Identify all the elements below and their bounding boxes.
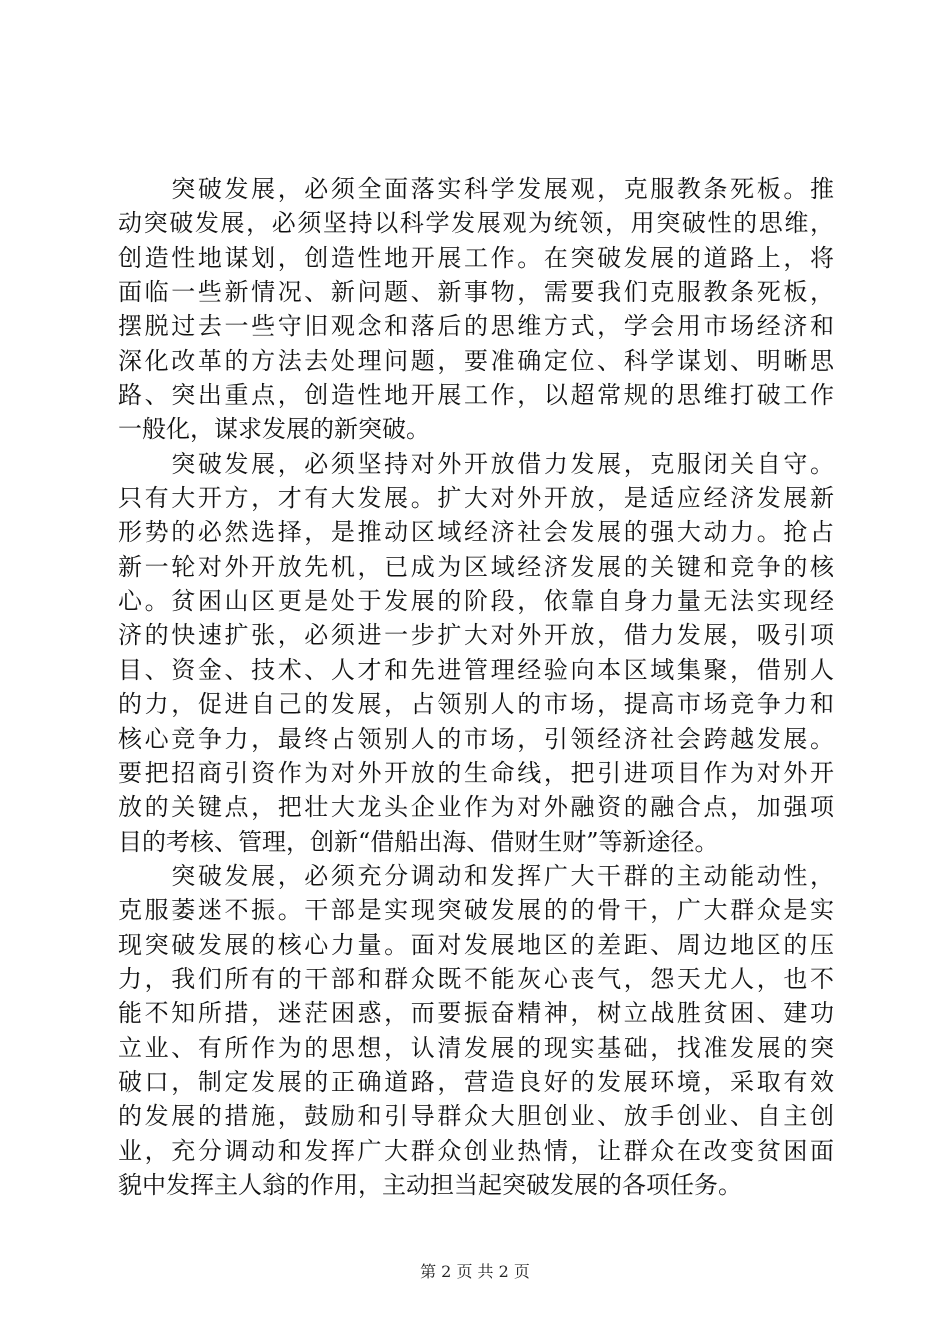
text-line: 的发展的措施，鼓励和引导群众大胆创业、放手创业、自主创 [118,1102,834,1131]
text-line: 面临一些新情况、新问题、新事物，需要我们克服教条死板， [118,278,834,307]
text-line: 济的快速扩张，必须进一步扩大对外开放，借力发展，吸引项 [118,621,834,650]
paragraph [118,859,834,1202]
text-line: 新一轮对外开放先机，已成为区域经济发展的关键和竞争的核 [118,552,834,581]
text-line: 力，我们所有的干部和群众既不能灰心丧气，怨天尤人，也不 [118,964,834,993]
text-line: 突破发展，必须全面落实科学发展观，克服教条死板。推 [118,175,834,203]
text-line: 目、资金、技术、人才和先进管理经验向本区域集聚，借别人 [118,655,834,684]
text-line: 核心竞争力，最终占领别人的市场，引领经济社会跨越发展。 [118,724,834,753]
text-line: 摆脱过去一些守旧观念和落后的思维方式，学会用市场经济和 [118,312,834,341]
page-footer: 第 2 页 共 2 页 [420,1262,530,1281]
text-line: 突破发展，必须充分调动和发挥广大干群的主动能动性， [118,861,834,890]
text-line: 路、突出重点，创造性地开展工作，以超常规的思维打破工作 [118,381,834,410]
text-line: 目的考核、管理，创新“借船出海、借财生财”等新途径。 [118,827,719,856]
text-line: 业，充分调动和发挥广大群众创业热情，让群众在改变贫困面 [118,1136,834,1165]
paragraph [118,172,834,447]
text-line: 破口，制定发展的正确道路，营造良好的发展环境，采取有效 [118,1067,834,1096]
text-line: 现突破发展的核心力量。面对发展地区的差距、周边地区的压 [118,930,834,959]
text-line: 形势的必然选择，是推动区域经济社会发展的强大动力。抢占 [118,518,834,547]
text-line: 深化改革的方法去处理问题，要准确定位、科学谋划、明晰思 [118,346,834,375]
text-line: 的力，促进自己的发展，占领别人的市场，提高市场竞争力和 [118,690,834,719]
text-line: 只有大开方，才有大发展。扩大对外开放，是适应经济发展新 [118,484,834,513]
paragraph [118,447,834,859]
text-line: 心。贫困山区更是处于发展的阶段，依靠自身力量无法实现经 [118,587,834,616]
document-body [118,172,834,1202]
text-line: 动突破发展，必须坚持以科学发展观为统领，用突破性的思维， [118,209,834,238]
text-line: 貌中发挥主人翁的作用，主动担当起突破发展的各项任务。 [118,1170,742,1199]
text-line: 能不知所措，迷茫困惑，而要振奋精神，树立战胜贫困、建功 [118,999,834,1028]
text-line: 克服萎迷不振。干部是实现突破发展的的骨干，广大群众是实 [118,896,834,925]
text-line: 放的关键点，把壮大龙头企业作为对外融资的融合点，加强项 [118,793,834,822]
text-line: 创造性地谋划，创造性地开展工作。在突破发展的道路上，将 [118,243,834,272]
text-line: 一般化，谋求发展的新突破。 [118,415,430,444]
text-line: 突破发展，必须坚持对外开放借力发展，克服闭关自守。 [118,449,834,478]
text-line: 立业、有所作为的思想，认清发展的现实基础，找准发展的突 [118,1033,834,1062]
text-line: 要把招商引资作为对外开放的生命线，把引进项目作为对外开 [118,758,834,787]
